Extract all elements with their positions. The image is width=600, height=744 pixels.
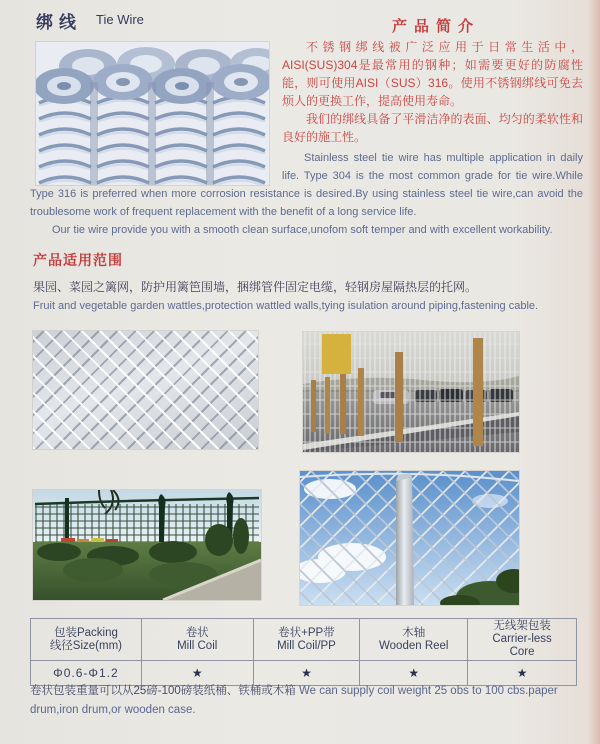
intro-paragraph-en-1: Stainless steel tie wire has multiple application in daily life. Type 304 is the most common grade for tie wire.While Type 316 is preferred when more corrosion resistance is desired.By using stainless steel tie wire,can avoid the troublesome work of frequent replacement with the benefit of a long service life.	[30, 152, 583, 218]
application-section	[33, 250, 583, 312]
metal-post	[396, 473, 414, 605]
availability-star: ★	[360, 661, 468, 686]
header-cell-carrier-less: 无线架包装 Carrier-less Core	[468, 619, 577, 661]
intro-paragraph-en-2: Our tie wire provide you with a smooth clean surface,unofom soft temper and with excellent workability.	[52, 224, 553, 236]
intro-section-heading: 产品简介	[391, 18, 480, 35]
photo-chain-link	[300, 471, 519, 605]
intro-paragraph-zh-2: 我们的绑线具备了平滑洁净的表面、均匀的柔软性和良好的施工性。	[282, 112, 583, 144]
footer-note	[30, 682, 583, 720]
packing-table	[30, 618, 577, 686]
packing-table-header-row	[31, 619, 577, 661]
application-text-zh: 果园、菜园之篱网，防护用篱笆围墙，捆绑管件固定电缆，轻钢房屋隔热层的托网。	[33, 280, 478, 294]
photo-fence-parking	[303, 332, 519, 452]
footer-text-en: We can supply coil weight 25 obs to 100 cbs.paper drum,iron drum,or wooden case.	[30, 685, 558, 716]
header-cell-mill-coil: 卷状 Mill Coil	[141, 619, 253, 661]
availability-star: ★	[468, 661, 577, 686]
header-cell-mill-coil-pp: 卷状+PP带 Mill Coil/PP	[253, 619, 360, 661]
photo-mesh-closeup	[33, 331, 258, 449]
application-heading: 产品适用范围	[33, 252, 123, 268]
footer-text-zh: 卷状包装重量可以从25磅-100磅装纸桶、铁桶或木箱	[30, 685, 296, 697]
size-cell: Φ0.6-Φ1.2	[31, 661, 142, 686]
photo-field-fence	[33, 490, 261, 600]
yellow-sign	[322, 334, 351, 374]
page-title-zh: 绑线	[36, 13, 82, 32]
photo-wire-coils	[36, 42, 269, 185]
page-title-en: Tie Wire	[96, 12, 144, 27]
availability-star: ★	[141, 661, 253, 686]
header-cell-wooden-reel: 木轴 Wooden Reel	[360, 619, 468, 661]
application-text-en: Fruit and vegetable garden wattles,protection wattled walls,tying isulation around piping,fastening cable.	[33, 300, 539, 312]
availability-star: ★	[253, 661, 360, 686]
intro-paragraph-zh-1: 不锈钢绑线被广泛应用于日常生活中，AISI(SUS)304是最常用的钢种；如需要更好的防腐性能，则可使用AISI（SUS）316。使用不锈钢绑线可免去烦人的更换工作，提高使用寿命。	[282, 40, 583, 108]
header-cell-packing: 包装Packing 线径Size(mm)	[31, 619, 142, 661]
